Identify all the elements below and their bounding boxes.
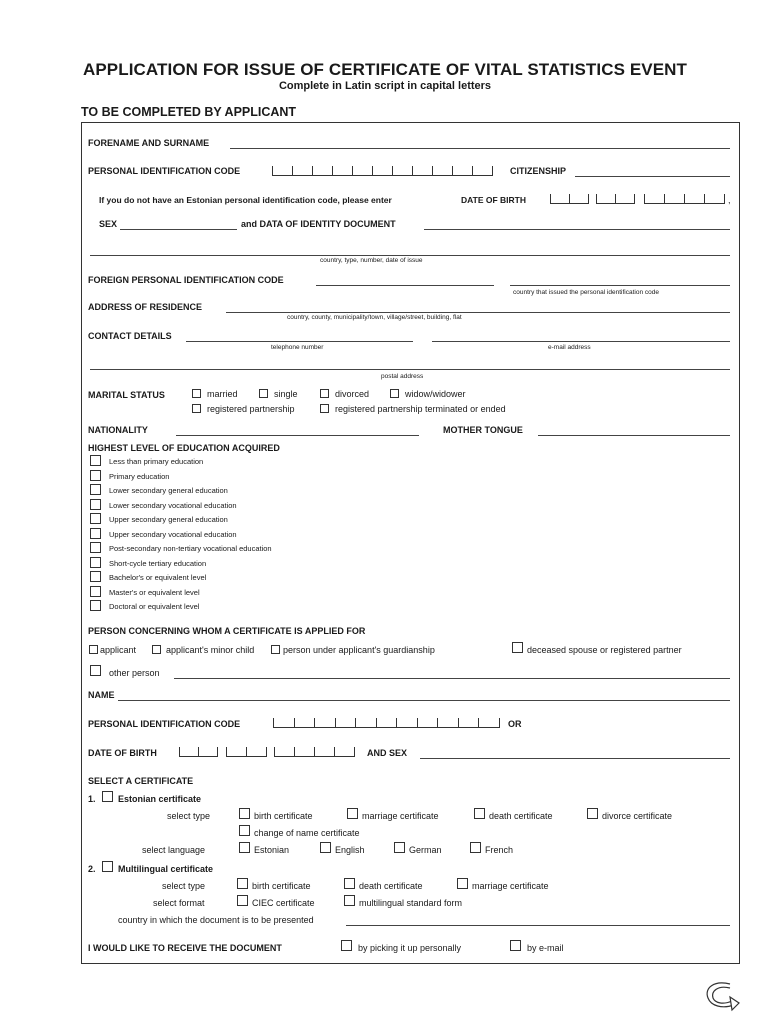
registered-partnership-checkbox[interactable]	[192, 404, 201, 413]
nationality-field[interactable]	[176, 435, 419, 436]
receive-label: I WOULD LIKE TO RECEIVE THE DOCUMENT	[88, 943, 282, 953]
pickup-checkbox[interactable]	[341, 940, 352, 951]
est-divorce-checkbox[interactable]	[587, 808, 598, 819]
education-checkbox[interactable]	[90, 513, 101, 524]
education-option-label: Bachelor's or equivalent level	[109, 573, 207, 582]
person-dob-label: DATE OF BIRTH	[88, 748, 157, 758]
multi-birth-checkbox[interactable]	[237, 878, 248, 889]
est-marriage-label: marriage certificate	[362, 811, 439, 821]
person-dob-month-boxes[interactable]	[226, 747, 267, 757]
education-checkbox[interactable]	[90, 455, 101, 466]
lang-english-label: English	[335, 845, 365, 855]
address-label: ADDRESS OF RESIDENCE	[88, 302, 203, 312]
forename-surname-label: FORENAME AND SURNAME	[88, 138, 210, 148]
lang-estonian-label: Estonian	[254, 845, 290, 855]
sex-field[interactable]	[120, 229, 237, 230]
foreign-id-country-field[interactable]	[510, 285, 730, 286]
by-email-label: by e-mail	[527, 943, 564, 953]
ciec-checkbox[interactable]	[237, 895, 248, 906]
education-checkbox[interactable]	[90, 586, 101, 597]
select-language-label: select language	[142, 845, 206, 855]
education-option-label: Short-cycle tertiary education	[109, 558, 207, 568]
personal-id-code-boxes[interactable]	[272, 166, 493, 176]
divorced-checkbox[interactable]	[320, 389, 329, 398]
person-sex-field[interactable]	[420, 758, 730, 759]
name-field[interactable]	[118, 700, 730, 701]
page-title: APPLICATION FOR ISSUE OF CERTIFICATE OF VITAL STATISTICS EVENT	[82, 60, 688, 79]
registered-partnership-label: registered partnership	[207, 404, 295, 414]
curved-arrow-icon[interactable]	[700, 978, 742, 1016]
education-option-label: Post-secondary non-tertiary vocational education	[109, 544, 272, 553]
partnership-ended-checkbox[interactable]	[320, 404, 329, 413]
lang-german-label: German	[409, 845, 442, 855]
est-death-label: death certificate	[489, 811, 553, 821]
married-label: married	[207, 389, 238, 399]
est-name-change-checkbox[interactable]	[239, 825, 250, 836]
education-checkbox[interactable]	[90, 557, 101, 568]
nationality-label: NATIONALITY	[88, 425, 148, 435]
phone-field[interactable]	[186, 341, 413, 342]
education-checkbox[interactable]	[90, 470, 101, 481]
contact-label: CONTACT DETAILS	[88, 331, 172, 341]
address-field[interactable]	[226, 312, 730, 313]
dob-label: DATE OF BIRTH	[461, 195, 527, 205]
est-death-checkbox[interactable]	[474, 808, 485, 819]
person-dob-year-boxes[interactable]	[274, 747, 355, 757]
divorced-label: divorced	[335, 389, 370, 399]
est-select-type-label: select type	[167, 811, 211, 821]
certificate-title: SELECT A CERTIFICATE	[88, 776, 194, 786]
identity-doc-field[interactable]	[424, 229, 730, 230]
lang-french-checkbox[interactable]	[470, 842, 481, 853]
sex-label: SEX	[99, 219, 118, 229]
widow-label: widow/widower	[405, 389, 466, 399]
mother-tongue-label: MOTHER TONGUE	[443, 425, 523, 435]
postal-field[interactable]	[90, 369, 730, 370]
select-format-label: select format	[153, 898, 205, 908]
identity-doc-hint: country, type, number, date of issue	[320, 257, 423, 264]
email-hint: e-mail address	[548, 344, 591, 351]
education-option-label: Primary education	[109, 471, 170, 481]
postal-hint: postal address	[381, 373, 424, 380]
multilingual-form-checkbox[interactable]	[344, 895, 355, 906]
education-title: HIGHEST LEVEL OF EDUCATION ACQUIRED	[88, 443, 280, 453]
no-estonian-id-note: If you do not have an Estonian personal identification code, please enter	[99, 195, 392, 205]
foreign-id-label: FOREIGN PERSONAL IDENTIFICATION CODE	[88, 275, 284, 285]
multi-marriage-label: marriage certificate	[472, 881, 549, 891]
widow-checkbox[interactable]	[390, 389, 399, 398]
dob-year-boxes[interactable]	[644, 194, 725, 204]
personal-id-label: PERSONAL IDENTIFICATION CODE	[88, 166, 241, 176]
section-heading: TO BE COMPLETED BY APPLICANT	[81, 105, 297, 119]
education-option-label: Upper secondary general education	[109, 515, 228, 524]
guardianship-checkbox[interactable]	[271, 645, 280, 654]
person-title: PERSON CONCERNING WHOM A CERTIFICATE IS APPLIED FOR	[88, 626, 366, 636]
page-subtitle: Complete in Latin script in capital letters	[278, 80, 492, 92]
dob-day-boxes[interactable]	[550, 194, 589, 204]
multilingual-certificate-checkbox[interactable]	[102, 861, 113, 872]
deceased-spouse-label: deceased spouse or registered partner	[527, 645, 682, 655]
pickup-label: by picking it up personally	[358, 943, 462, 953]
est-birth-checkbox[interactable]	[239, 808, 250, 819]
est-birth-label: birth certificate	[254, 811, 313, 821]
education-checkbox[interactable]	[90, 528, 101, 539]
married-checkbox[interactable]	[192, 389, 201, 398]
est-name-change-label: change of name certificate	[254, 828, 360, 838]
ciec-label: CIEC certificate	[252, 898, 315, 908]
est-divorce-label: divorce certificate	[602, 811, 673, 821]
multi-select-type-label: select type	[162, 881, 206, 891]
estonian-certificate-checkbox[interactable]	[102, 791, 113, 802]
deceased-spouse-checkbox[interactable]	[512, 642, 523, 653]
education-checkbox[interactable]	[90, 600, 101, 611]
country-presented-label: country in which the document is to be presented	[118, 915, 314, 925]
lang-french-label: French	[485, 845, 514, 855]
and-sex-label: AND SEX	[367, 748, 408, 758]
or-label: OR	[508, 719, 522, 729]
minor-child-label: applicant's minor child	[166, 645, 255, 655]
multilingual-num: 2.	[88, 864, 96, 874]
citizenship-label: CITIZENSHIP	[510, 166, 567, 176]
education-option-label: Less than primary education	[109, 457, 204, 466]
country-presented-field[interactable]	[346, 925, 730, 926]
lang-estonian-checkbox[interactable]	[239, 842, 250, 853]
phone-hint: telephone number	[271, 344, 324, 351]
forename-surname-field[interactable]	[230, 148, 730, 149]
single-checkbox[interactable]	[259, 389, 268, 398]
multi-death-label: death certificate	[359, 881, 423, 891]
email-field[interactable]	[432, 341, 730, 342]
person-applicant-label: applicant	[100, 645, 137, 655]
dob-month-boxes[interactable]	[596, 194, 635, 204]
education-checkbox[interactable]	[90, 571, 101, 582]
lang-german-checkbox[interactable]	[394, 842, 405, 853]
multilingual-certificate-label: Multilingual certificate	[118, 864, 214, 874]
education-checkbox[interactable]	[90, 499, 101, 510]
education-option-label: Upper secondary vocational education	[109, 529, 237, 539]
lang-english-checkbox[interactable]	[320, 842, 331, 853]
multi-birth-label: birth certificate	[252, 881, 311, 891]
est-marriage-checkbox[interactable]	[347, 808, 358, 819]
education-option-label: Lower secondary general education	[109, 486, 228, 495]
name-label: NAME	[88, 690, 115, 700]
partnership-ended-label: registered partnership terminated or ended	[335, 404, 506, 414]
minor-child-checkbox[interactable]	[152, 645, 161, 654]
mother-tongue-field[interactable]	[538, 435, 730, 436]
foreign-id-hint: country that issued the personal identification code	[513, 289, 659, 296]
other-person-checkbox[interactable]	[90, 665, 101, 676]
marital-status-label: MARITAL STATUS	[88, 390, 165, 400]
identity-doc-label: and DATA OF IDENTITY DOCUMENT	[241, 219, 396, 229]
single-label: single	[274, 389, 298, 399]
foreign-id-field[interactable]	[316, 285, 494, 286]
by-email-checkbox[interactable]	[510, 940, 521, 951]
education-option-label: Lower secondary vocational education	[109, 500, 237, 510]
address-hint: country, county, municipality/town, village/street, building, flat	[287, 314, 462, 321]
multi-marriage-checkbox[interactable]	[457, 878, 468, 889]
person-applicant-checkbox[interactable]	[89, 645, 98, 654]
person-id-label: PERSONAL IDENTIFICATION CODE	[88, 719, 241, 729]
person-dob-day-boxes[interactable]	[179, 747, 218, 757]
education-checkbox[interactable]	[90, 484, 101, 495]
dob-comma: ,	[728, 195, 731, 205]
form-frame	[81, 122, 740, 964]
multi-death-checkbox[interactable]	[344, 878, 355, 889]
citizenship-field[interactable]	[575, 176, 730, 177]
guardianship-label: person under applicant's guardianship	[283, 645, 435, 655]
estonian-num: 1.	[88, 794, 96, 804]
other-person-label: other person	[109, 668, 160, 678]
estonian-certificate-label: Estonian certificate	[118, 794, 202, 804]
identity-doc-field-2[interactable]	[90, 255, 730, 256]
education-option-label: Master's or equivalent level	[109, 587, 200, 597]
multilingual-form-label: multilingual standard form	[359, 898, 463, 908]
person-id-code-boxes[interactable]	[273, 718, 500, 728]
education-option-label: Doctoral or equivalent level	[109, 602, 200, 611]
education-checkbox[interactable]	[90, 542, 101, 553]
other-person-field[interactable]	[174, 678, 730, 679]
